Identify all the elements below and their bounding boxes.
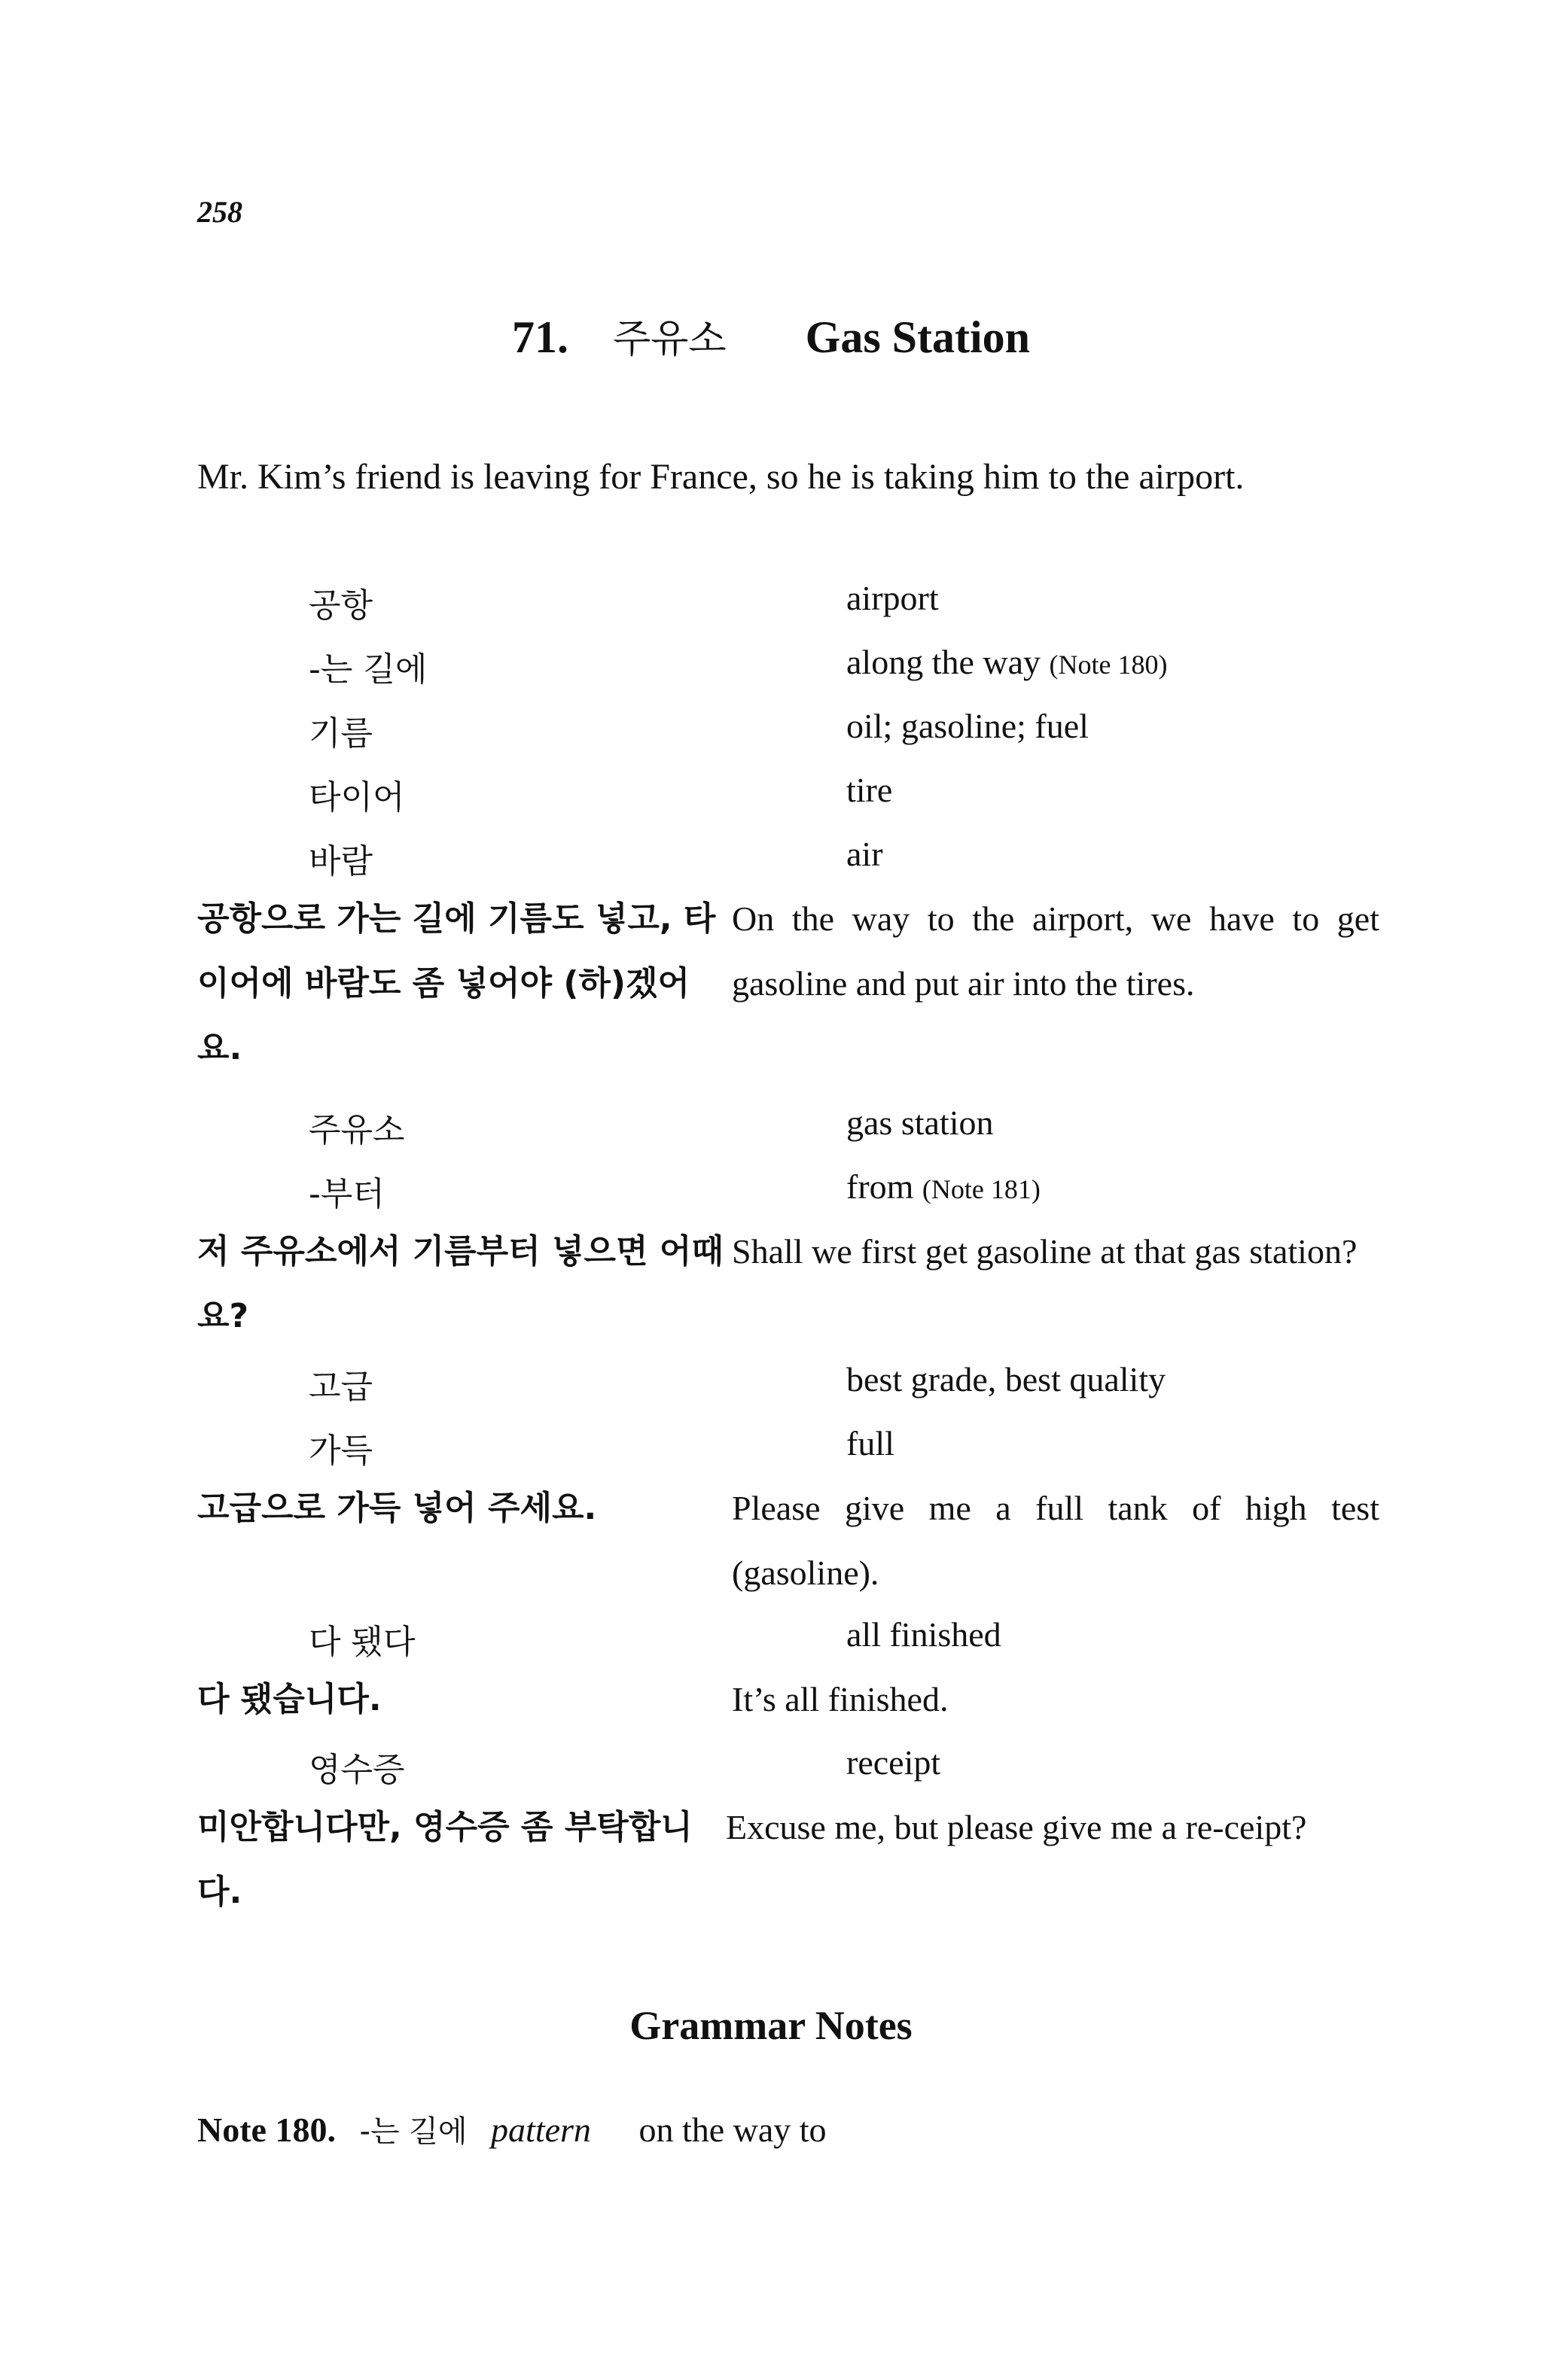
lesson-title [0,307,1542,364]
vocab-korean: -는 길에 [309,650,428,689]
vocab-korean: 주유소 [309,1111,405,1149]
note-meaning: on the way to [638,2111,827,2149]
vocab-english: air [846,835,883,873]
grammar-notes-heading: Grammar Notes [629,2003,913,2048]
vocab-korean: 영수증 [309,1751,405,1789]
grammar-note [197,2108,827,2150]
sentence-korean: 공항으로 가는 길에 기름도 넣고, 타이어에 바람도 좀 넣어야 (하)겠어요. [197,899,716,1067]
sentence-korean: 미안합니다만, 영수증 좀 부탁합니다. [197,1808,693,1911]
sentence-korean: 다 됐습니다. [197,1680,382,1718]
vocab-english: all finished [846,1615,1001,1654]
vocab-english: receipt [846,1743,941,1782]
vocab-english: tire [846,771,893,809]
note-reference: (Note 180) [1049,650,1168,680]
vocab-english: gas station [846,1103,994,1142]
vocab-english: best grade, best quality [846,1360,1166,1398]
vocab-english: full [846,1424,894,1462]
sentence-english: It’s all finished. [732,1680,949,1718]
vocab-korean: 기름 [309,714,373,753]
vocab-korean: 다 됐다 [309,1623,416,1661]
note-label: Note 180. [197,2111,336,2149]
lesson-title-korean: 주유소 [612,317,727,362]
note-reference: (Note 181) [922,1174,1041,1204]
intro-paragraph: Mr. Kim’s friend is leaving for France, so he is taking him to the airport. [197,457,1245,497]
sentence-english: Please give me a full tank of high test (gasoline). [732,1489,1379,1592]
vocab-korean: 가득 [309,1432,373,1470]
vocab-korean: 바람 [309,842,373,881]
vocab-korean: 공항 [309,586,373,625]
vocab-korean: -부터 [309,1175,385,1213]
sentence-korean: 고급으로 가득 넣어 주세요. [197,1489,597,1527]
vocab-english: airport [846,579,939,617]
sentence-english: Excuse me, but please give me a re-ceipt? [726,1808,1307,1846]
lesson-number: 71. [511,312,568,362]
vocab-english: from (Note 181) [846,1167,1041,1206]
vocab-english: oil; gasoline; fuel [846,707,1089,745]
note-korean: -는 길에 [359,2114,468,2149]
note-pattern: pattern [491,2111,591,2149]
sentence-english: On the way to the airport, we have to get gasoline and put air into the tires. [732,899,1379,1003]
vocab-korean: 고급 [309,1368,373,1406]
vocab-korean: 타이어 [309,778,405,817]
page-number: 258 [197,195,242,229]
sentence-english: Shall we first get gasoline at that gas station? [732,1232,1358,1271]
lesson-title-english: Gas Station [805,312,1031,362]
sentence-korean: 저 주유소에서 기름부터 넣으면 어때요? [197,1232,724,1335]
vocab-english: along the way (Note 180) [846,643,1168,681]
